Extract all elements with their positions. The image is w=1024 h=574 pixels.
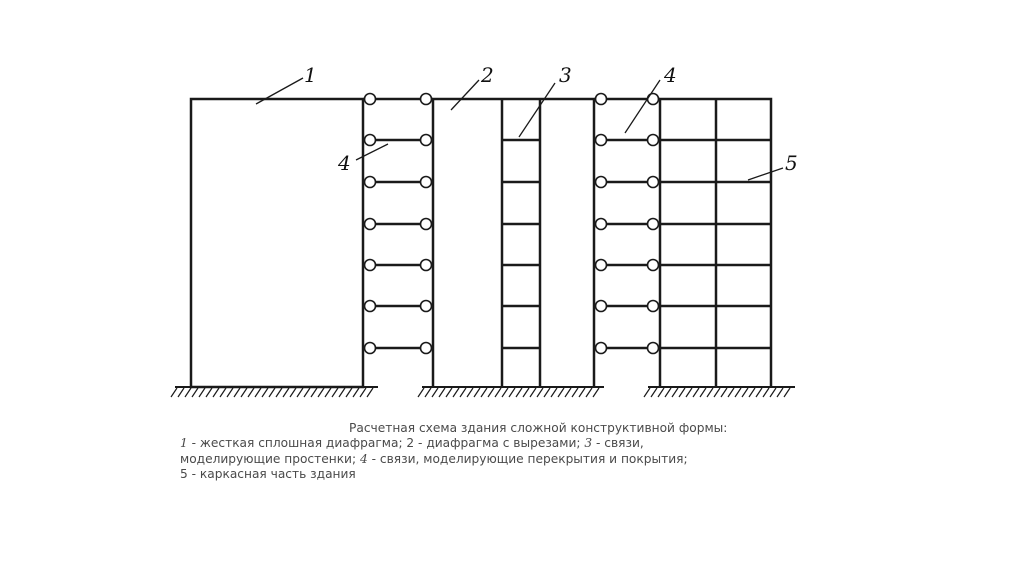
- hatch-stroke: [241, 388, 247, 397]
- hinge-circle: [365, 94, 376, 105]
- hatch-stroke: [353, 388, 359, 397]
- hinge-circle: [421, 260, 432, 271]
- label-frame: 5: [785, 151, 798, 175]
- hatch-stroke: [644, 388, 650, 397]
- caption-num-1: 1: [180, 436, 188, 451]
- hatch-stroke: [530, 388, 536, 397]
- caption-text-3b: моделирующие простенки;: [180, 451, 360, 466]
- hatch-stroke: [425, 388, 431, 397]
- caption-text-1: - жесткая сплошная диафрагма; 2 - диафрагма с вырезами;: [187, 436, 585, 451]
- hinge-circle: [421, 219, 432, 230]
- hatch-stroke: [192, 388, 198, 397]
- hatch-stroke: [206, 388, 212, 397]
- hinge-circle: [596, 343, 607, 354]
- hatch-stroke: [679, 388, 685, 397]
- hinge-circle: [648, 219, 659, 230]
- hinge-circle: [421, 94, 432, 105]
- hatch-stroke: [304, 388, 310, 397]
- hatch-stroke: [509, 388, 515, 397]
- hatch-stroke: [770, 388, 776, 397]
- hatch-stroke: [220, 388, 226, 397]
- hatch-stroke: [262, 388, 268, 397]
- floor-links-right: [594, 94, 660, 354]
- hinge-circle: [648, 177, 659, 188]
- hatch-stroke: [565, 388, 571, 397]
- caption-title: Расчетная схема здания сложной конструктивной формы:: [349, 421, 728, 435]
- hatch-stroke: [784, 388, 790, 397]
- hatch-stroke: [523, 388, 529, 397]
- hatch-stroke: [213, 388, 219, 397]
- label-floor-links-left: 4: [338, 151, 351, 175]
- hatch-stroke: [721, 388, 727, 397]
- hatch-stroke: [700, 388, 706, 397]
- hatch-stroke: [763, 388, 769, 397]
- hinge-circle: [365, 301, 376, 312]
- caption-num-4: 4: [359, 451, 368, 466]
- hatch-stroke: [707, 388, 713, 397]
- hatch-stroke: [269, 388, 275, 397]
- hatch-stroke: [255, 388, 261, 397]
- hatch-stroke: [360, 388, 366, 397]
- caption-line-3: 5 - каркасная часть здания: [180, 467, 356, 482]
- hinge-circle: [365, 177, 376, 188]
- hatch-stroke: [488, 388, 494, 397]
- hinge-circle: [596, 135, 607, 146]
- hatch-stroke: [672, 388, 678, 397]
- hatch-stroke: [439, 388, 445, 397]
- hatch-stroke: [693, 388, 699, 397]
- hatch-stroke: [346, 388, 352, 397]
- hatch-stroke: [777, 388, 783, 397]
- hinge-circle: [596, 260, 607, 271]
- hinge-circle: [596, 301, 607, 312]
- floor-links-left: [363, 94, 433, 354]
- hinge-circle: [648, 301, 659, 312]
- hatch-stroke: [297, 388, 303, 397]
- hatch-stroke: [502, 388, 508, 397]
- hinge-circle: [365, 260, 376, 271]
- hatch-stroke: [481, 388, 487, 397]
- label-rigid-diaphragm: 1: [304, 63, 317, 87]
- rigid-diaphragm: [191, 99, 363, 387]
- figure-caption: [180, 421, 800, 483]
- hinge-circle: [421, 343, 432, 354]
- hatch-stroke: [579, 388, 585, 397]
- hatch-stroke: [537, 388, 543, 397]
- caption-num-3: 3: [584, 436, 593, 451]
- hatch-stroke: [572, 388, 578, 397]
- hatch-stroke: [432, 388, 438, 397]
- hatch-stroke: [558, 388, 564, 397]
- caption-text-4: - связи, моделирующие перекрытия и покрытия;: [367, 451, 688, 466]
- hatch-stroke: [474, 388, 480, 397]
- perforated-diaphragm: [433, 99, 594, 387]
- hinge-circle: [596, 94, 607, 105]
- hatch-stroke: [311, 388, 317, 397]
- hatch-stroke: [325, 388, 331, 397]
- hatch-stroke: [185, 388, 191, 397]
- hinge-circle: [365, 219, 376, 230]
- hinge-circle: [365, 343, 376, 354]
- hatch-stroke: [446, 388, 452, 397]
- label-perforated-diaphragm: 2: [481, 63, 494, 87]
- hinge-circle: [421, 301, 432, 312]
- hatch-stroke: [665, 388, 671, 397]
- hatch-stroke: [586, 388, 592, 397]
- hatch-stroke: [367, 388, 373, 397]
- hinge-circle: [365, 135, 376, 146]
- hinge-circle: [421, 177, 432, 188]
- hatch-stroke: [593, 388, 599, 397]
- hatch-stroke: [339, 388, 345, 397]
- hatch-stroke: [658, 388, 664, 397]
- hinge-circle: [648, 260, 659, 271]
- caption-line-2: [180, 452, 800, 467]
- hatch-stroke: [234, 388, 240, 397]
- hatch-stroke: [332, 388, 338, 397]
- hatch-stroke: [551, 388, 557, 397]
- hatch-stroke: [418, 388, 424, 397]
- hatch-stroke: [516, 388, 522, 397]
- hatch-stroke: [178, 388, 184, 397]
- hatch-stroke: [318, 388, 324, 397]
- hatch-stroke: [283, 388, 289, 397]
- pier-links: [502, 140, 540, 348]
- hatch-stroke: [749, 388, 755, 397]
- caption-line-1: [180, 436, 800, 451]
- hatch-stroke: [756, 388, 762, 397]
- frame-part: [660, 99, 771, 387]
- hatch-stroke: [495, 388, 501, 397]
- hatch-stroke: [742, 388, 748, 397]
- hinge-circle: [596, 177, 607, 188]
- hatch-stroke: [248, 388, 254, 397]
- hatch-stroke: [686, 388, 692, 397]
- hatch-stroke: [651, 388, 657, 397]
- hatch-stroke: [544, 388, 550, 397]
- hatch-stroke: [735, 388, 741, 397]
- label-pier-links: 3: [559, 63, 572, 87]
- leader-lines: [256, 78, 783, 180]
- hatch-stroke: [171, 388, 177, 397]
- caption-text-3a: - связи,: [592, 436, 644, 451]
- hatch-stroke: [290, 388, 296, 397]
- label-floor-links-right: 4: [664, 63, 677, 87]
- hinge-circle: [648, 94, 659, 105]
- hatch-stroke: [276, 388, 282, 397]
- hatch-stroke: [227, 388, 233, 397]
- hatch-stroke: [467, 388, 473, 397]
- hatch-stroke: [453, 388, 459, 397]
- ground-hatching: [171, 388, 790, 397]
- hinge-circle: [648, 135, 659, 146]
- hatch-stroke: [460, 388, 466, 397]
- hinge-circle: [648, 343, 659, 354]
- hinge-circle: [421, 135, 432, 146]
- hatch-stroke: [728, 388, 734, 397]
- hinge-circle: [596, 219, 607, 230]
- hatch-stroke: [199, 388, 205, 397]
- hatch-stroke: [714, 388, 720, 397]
